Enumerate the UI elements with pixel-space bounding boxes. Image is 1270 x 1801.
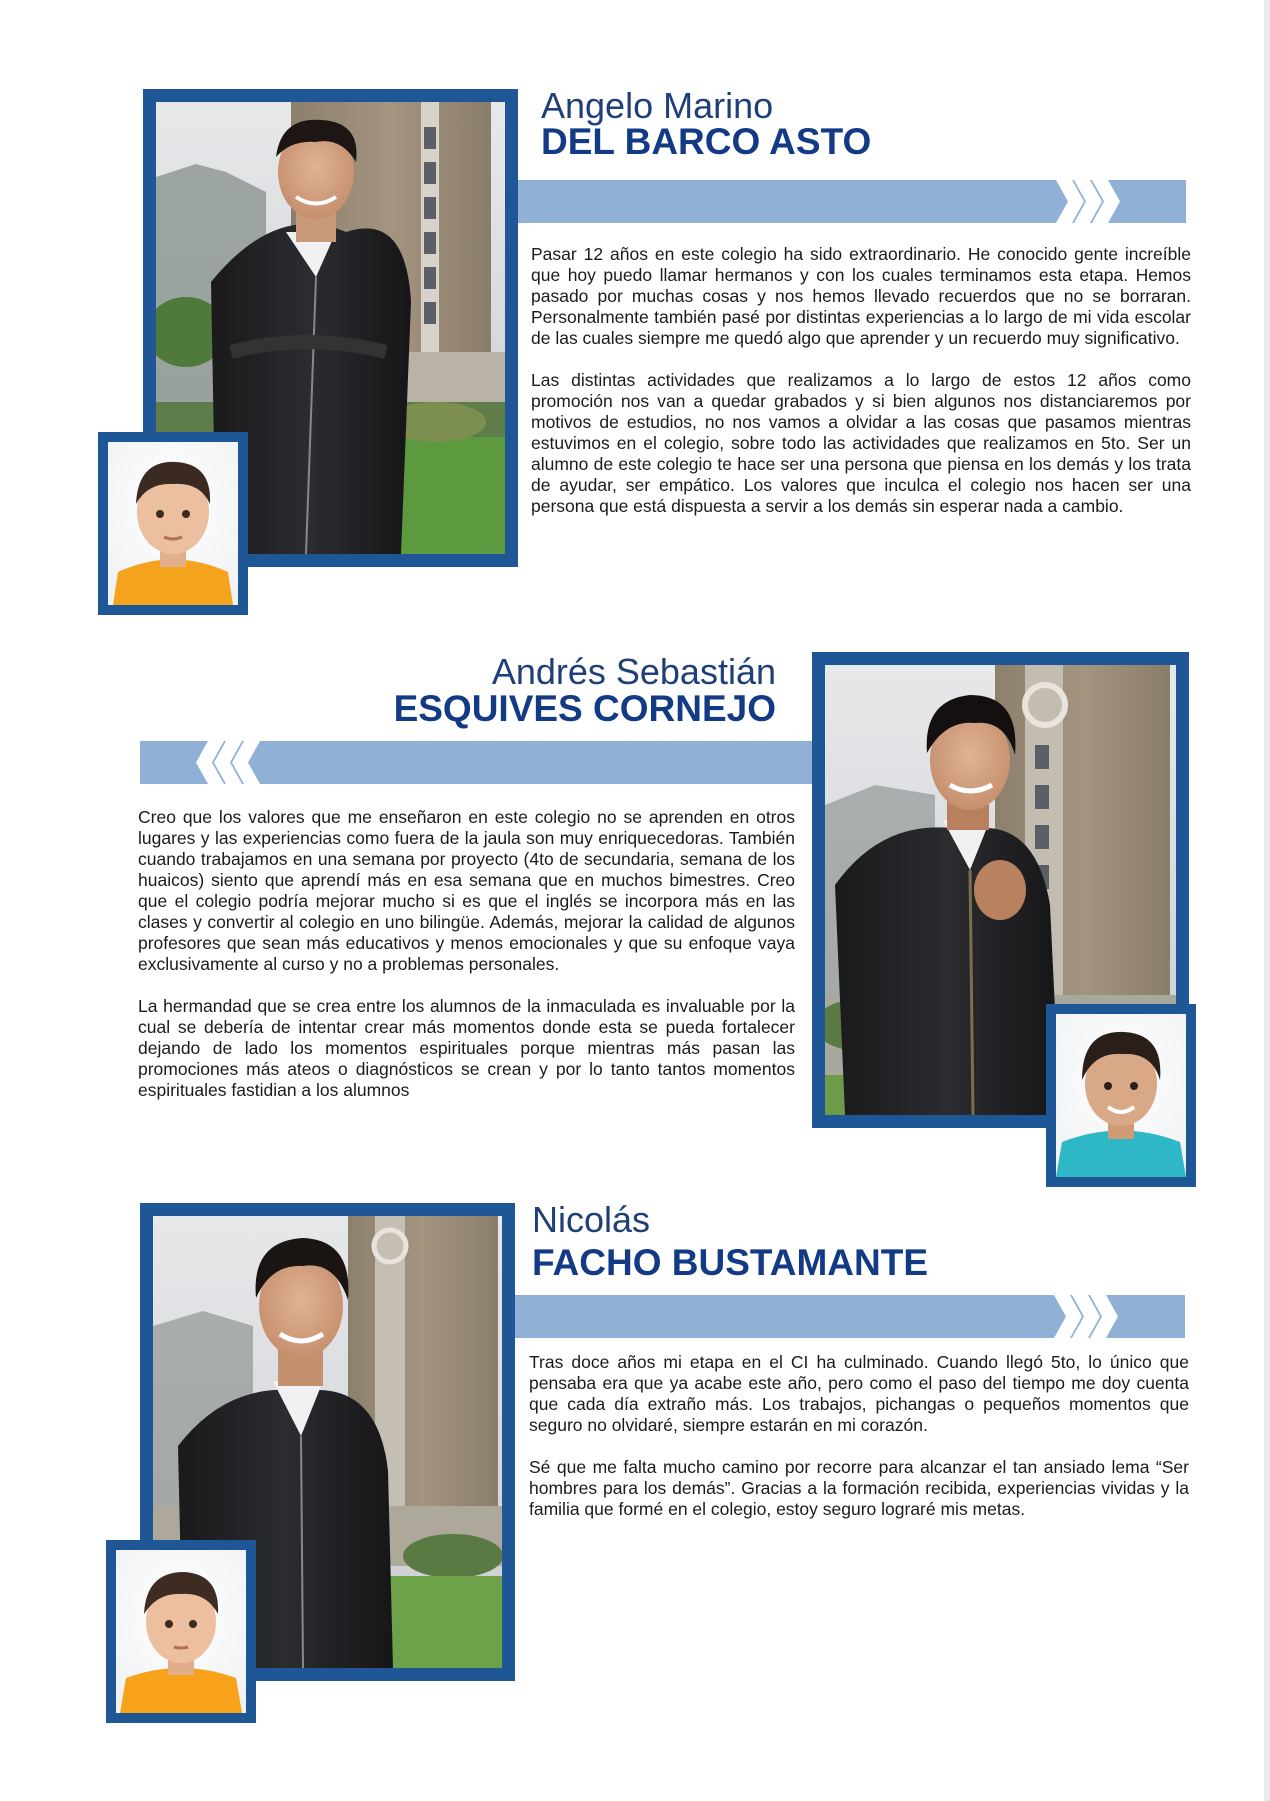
student-last-name: FACHO BUSTAMANTE <box>532 1242 929 1283</box>
student-section-1 <box>0 0 1270 620</box>
childhood-photo-frame <box>1046 1004 1196 1187</box>
student-testimonial <box>138 807 795 1101</box>
testimonial-paragraph: Creo que los valores que me enseñaron en este colegio no se aprenden en otros lugares y las experiencias como fuera de la jaula son muy enriquecedoras. También cuando trabajamos en una semana por proyecto (4to de secundaria, semana de los huaicos) siento que aprendí más en esa semana que en muchos bimestres. Creo que el colegio podría mejorar mucho si es que el inglés se incorpora más en las clases y convertir al colegio en uno bilingüe. Además, mejorar la calidad de algunos profesores que sean más educativos y menos emocionales y que su enfoque vaya exclusivamente al curso y no a problemas personales. <box>138 807 795 974</box>
student-last-name: ESQUIVES CORNEJO <box>393 688 776 729</box>
testimonial-paragraph: Las distintas actividades que realizamos a lo largo de estos 12 años como promoción nos van a quedar grabados y si bien algunos nos distanciaremos por motivos de estudios, no nos vamos a olvidar a las cosas que pasamos mientras estuvimos en el colegio, sobre todo las actividades que realizamos en 5to. Ser un alumno de este colegio te hace ser una persona que piensa en los demás y los trata de ayudar, ser empático. Los valores que inculca el colegio nos hacen ser una persona que está dispuesta a servir a los demás sin esperar nada a cambio. <box>531 370 1191 516</box>
testimonial-paragraph: La hermandad que se crea entre los alumnos de la inmaculada es invaluable por la cual se debería de intentar crear más momentos donde esta se pueda fortalecer dejando de lado los momentos espirituales porque mientras más pasan las promociones más ateos o diagnósticos se crean y por lo tanto tantos momentos espirituales fastidian a los alumnos <box>138 996 795 1100</box>
childhood-photo <box>108 442 238 605</box>
chevron-left-icon <box>194 741 262 784</box>
testimonial-paragraph: Tras doce años mi etapa en el CI ha culminado. Cuando llegó 5to, lo único que pensaba era que ya acabe este año, pero como el paso del tiempo me doy cuenta que cada día extraño más. Los trabajos, pichangas o pequeños momentos que seguro no olvidaré, siempre estarán en mi corazón. <box>529 1352 1189 1435</box>
student-testimonial <box>529 1352 1189 1520</box>
student-last-name: DEL BARCO ASTO <box>541 121 872 162</box>
student-first-name: Angelo Marino <box>541 85 774 126</box>
student-testimonial <box>531 244 1191 517</box>
chevron-right-icon <box>1054 180 1122 223</box>
childhood-photo <box>116 1550 246 1713</box>
childhood-photo-frame <box>106 1540 256 1723</box>
childhood-photo-frame <box>98 432 248 615</box>
childhood-photo <box>1056 1014 1186 1177</box>
student-first-name: Andrés Sebastián <box>491 651 776 692</box>
testimonial-paragraph: Sé que me falta mucho camino por recorre para alcanzar el tan ansiado lema “Ser hombres para los demás”. Gracias a la formación recibida, experiencias vividas y la familia que formé en el colegio, estoy seguro lograré mis metas. <box>529 1457 1189 1519</box>
student-first-name: Nicolás <box>532 1199 651 1240</box>
testimonial-paragraph: Pasar 12 años en este colegio ha sido extraordinario. He conocido gente increíble que hoy puedo llamar hermanos y con los cuales terminamos esta etapa. Hemos pasado por muchas cosas y nos hemos llevado recuerdos que no se borraran. Personalmente también pasé por distintas experiencias a lo largo de mi vida escolar de las cuales siempre me quedó algo que aprender y un recuerdo muy significativo. <box>531 244 1191 348</box>
chevron-right-icon <box>1052 1295 1120 1338</box>
